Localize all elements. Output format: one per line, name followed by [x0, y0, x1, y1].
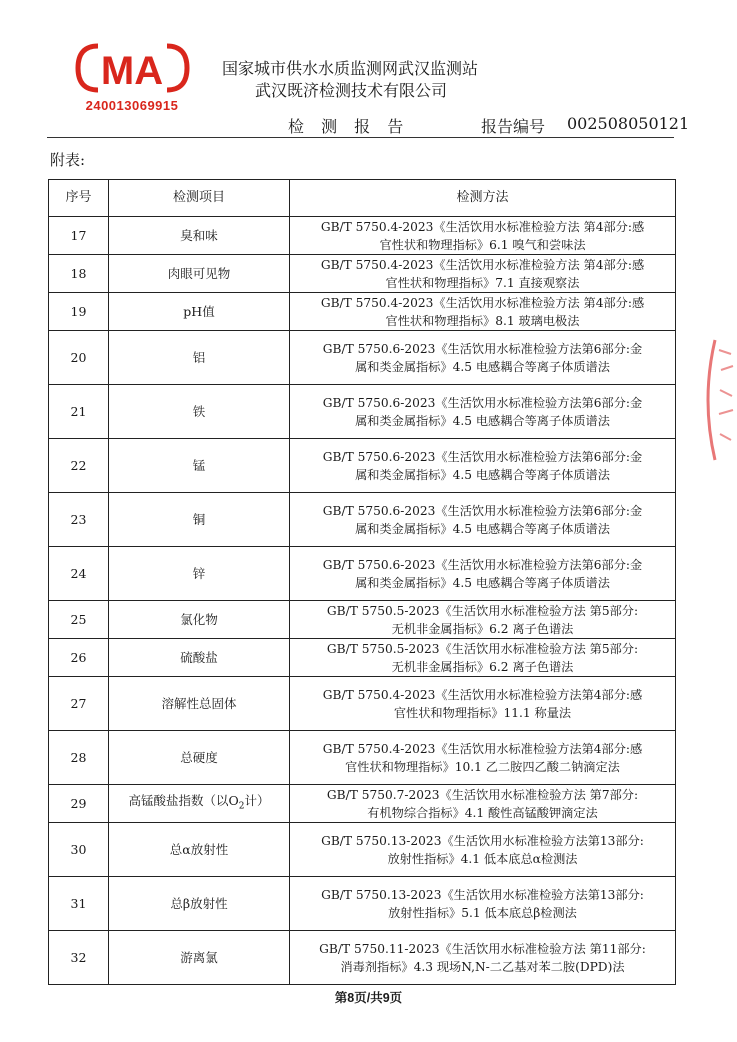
table-row [49, 255, 676, 293]
test-method [290, 823, 676, 877]
method-line: 消毒剂指标》4.3 现场N,N-二乙基对苯二胺(DPD)法 [340, 959, 625, 974]
test-item-text: 计） [244, 792, 270, 808]
table-row [49, 217, 676, 255]
method-line: 有机物综合指标》4.1 酸性高锰酸钾滴定法 [367, 805, 598, 820]
test-item: 游离氯 [109, 931, 290, 985]
method-line: GB/T 5750.6-2023《生活饮用水标准检验方法第6部分:金 [322, 449, 643, 464]
test-method [290, 547, 676, 601]
method-line: 官性状和物理指标》10.1 乙二胺四乙酸二钠滴定法 [345, 759, 620, 774]
row-number: 20 [49, 331, 109, 385]
test-method [290, 931, 676, 985]
method-line: GB/T 5750.13-2023《生活饮用水标准检验方法第13部分: [321, 833, 644, 848]
row-number: 31 [49, 877, 109, 931]
test-method [290, 385, 676, 439]
test-item: 氯化物 [109, 601, 290, 639]
row-number: 26 [49, 639, 109, 677]
test-item: 硫酸盐 [109, 639, 290, 677]
table-row [49, 823, 676, 877]
method-line: GB/T 5750.5-2023《生活饮用水标准检验方法 第5部分: [326, 641, 639, 656]
row-number: 19 [49, 293, 109, 331]
table-header-row [49, 180, 676, 217]
test-item: 铁 [109, 385, 290, 439]
test-method [290, 731, 676, 785]
method-line: GB/T 5750.4-2023《生活饮用水标准检验方法 第4部分:感 [320, 295, 645, 310]
row-number: 28 [49, 731, 109, 785]
method-line: GB/T 5750.6-2023《生活饮用水标准检验方法第6部分:金 [322, 341, 643, 356]
method-line: 放射性指标》4.1 低本底总α检测法 [387, 851, 578, 866]
test-item: 肉眼可见物 [109, 255, 290, 293]
test-method [290, 255, 676, 293]
row-number: 30 [49, 823, 109, 877]
test-item: 总α放射性 [109, 823, 290, 877]
col-header-item: 检测项目 [109, 180, 290, 217]
test-method [290, 331, 676, 385]
test-item: 臭和味 [109, 217, 290, 255]
cma-number: 240013069915 [85, 98, 179, 113]
table-row [49, 731, 676, 785]
method-line: GB/T 5750.4-2023《生活饮用水标准检验方法 第4部分:感 [320, 257, 645, 272]
test-method [290, 601, 676, 639]
org-name-line1: 国家城市供水水质监测网武汉监测站 [222, 59, 479, 78]
method-line: 属和类金属指标》4.5 电感耦合等离子体质谱法 [355, 359, 610, 374]
test-method [290, 217, 676, 255]
row-number: 24 [49, 547, 109, 601]
method-line: GB/T 5750.7-2023《生活饮用水标准检验方法 第7部分: [326, 787, 639, 802]
row-number: 23 [49, 493, 109, 547]
row-number: 22 [49, 439, 109, 493]
method-line: 放射性指标》5.1 低本底总β检测法 [388, 905, 577, 920]
test-method [290, 639, 676, 677]
method-line: GB/T 5750.4-2023《生活饮用水标准检验方法第4部分:感 [322, 687, 643, 702]
table-row [49, 547, 676, 601]
page-footer: 第8页/共9页 [334, 991, 403, 1005]
test-item: 溶解性总固体 [109, 677, 290, 731]
method-line: 官性状和物理指标》8.1 玻璃电极法 [385, 313, 580, 328]
test-item: 总β放射性 [109, 877, 290, 931]
row-number: 18 [49, 255, 109, 293]
table-row [49, 439, 676, 493]
method-line: GB/T 5750.5-2023《生活饮用水标准检验方法 第5部分: [326, 603, 639, 618]
report-title: 检 测 报 告 [288, 117, 410, 136]
method-line: GB/T 5750.6-2023《生活饮用水标准检验方法第6部分:金 [322, 557, 643, 572]
method-line: 无机非金属指标》6.2 离子色谱法 [391, 659, 574, 674]
header-divider [47, 137, 674, 138]
test-method [290, 493, 676, 547]
method-line: GB/T 5750.13-2023《生活饮用水标准检验方法第13部分: [321, 887, 644, 902]
row-number: 29 [49, 785, 109, 823]
test-item: pH值 [109, 293, 290, 331]
method-line: GB/T 5750.4-2023《生活饮用水标准检验方法第4部分:感 [322, 741, 643, 756]
test-method [290, 293, 676, 331]
test-method [290, 677, 676, 731]
svg-text:MA: MA [100, 49, 164, 93]
test-item: 锌 [109, 547, 290, 601]
row-number: 17 [49, 217, 109, 255]
table-row [49, 493, 676, 547]
method-line: 属和类金属指标》4.5 电感耦合等离子体质谱法 [355, 413, 610, 428]
row-number: 27 [49, 677, 109, 731]
method-line: 属和类金属指标》4.5 电感耦合等离子体质谱法 [355, 575, 610, 590]
report-number-label: 报告编号 [481, 117, 546, 136]
row-number: 25 [49, 601, 109, 639]
col-header-no: 序号 [49, 180, 109, 217]
test-method [290, 439, 676, 493]
test-item: 总硬度 [109, 731, 290, 785]
test-item: 锰 [109, 439, 290, 493]
method-line: GB/T 5750.6-2023《生活饮用水标准检验方法第6部分:金 [322, 395, 643, 410]
row-number: 21 [49, 385, 109, 439]
table-row [49, 785, 676, 823]
table-row [49, 293, 676, 331]
test-method [290, 785, 676, 823]
col-header-method: 检测方法 [290, 180, 676, 217]
org-name-line2: 武汉既济检测技术有限公司 [255, 81, 448, 100]
report-number: 002508050121 [567, 114, 690, 133]
method-line: 官性状和物理指标》7.1 直接观察法 [385, 275, 580, 290]
method-line: GB/T 5750.4-2023《生活饮用水标准检验方法 第4部分:感 [320, 219, 645, 234]
method-line: GB/T 5750.6-2023《生活饮用水标准检验方法第6部分:金 [322, 503, 643, 518]
test-item: 铜 [109, 493, 290, 547]
company-seal-partial [695, 330, 737, 470]
test-item-subscript: 2 [238, 801, 245, 812]
method-line: 属和类金属指标》4.5 电感耦合等离子体质谱法 [355, 467, 610, 482]
annex-label: 附表: [50, 151, 86, 169]
table-row [49, 677, 676, 731]
table-row [49, 639, 676, 677]
test-method [290, 877, 676, 931]
row-number: 32 [49, 931, 109, 985]
table-row [49, 601, 676, 639]
table-row [49, 877, 676, 931]
test-item [109, 785, 290, 823]
method-line: 无机非金属指标》6.2 离子色谱法 [391, 621, 574, 636]
method-line: 属和类金属指标》4.5 电感耦合等离子体质谱法 [355, 521, 610, 536]
table-row [49, 385, 676, 439]
test-item: 铝 [109, 331, 290, 385]
method-line: 官性状和物理指标》11.1 称量法 [393, 705, 572, 720]
method-line: GB/T 5750.11-2023《生活饮用水标准检验方法 第11部分: [319, 941, 646, 956]
test-item-text: 高锰酸盐指数（以O [128, 792, 239, 808]
methods-table [48, 179, 676, 985]
table-row [49, 931, 676, 985]
method-line: 官性状和物理指标》6.1 嗅气和尝味法 [379, 237, 586, 252]
table-row [49, 331, 676, 385]
